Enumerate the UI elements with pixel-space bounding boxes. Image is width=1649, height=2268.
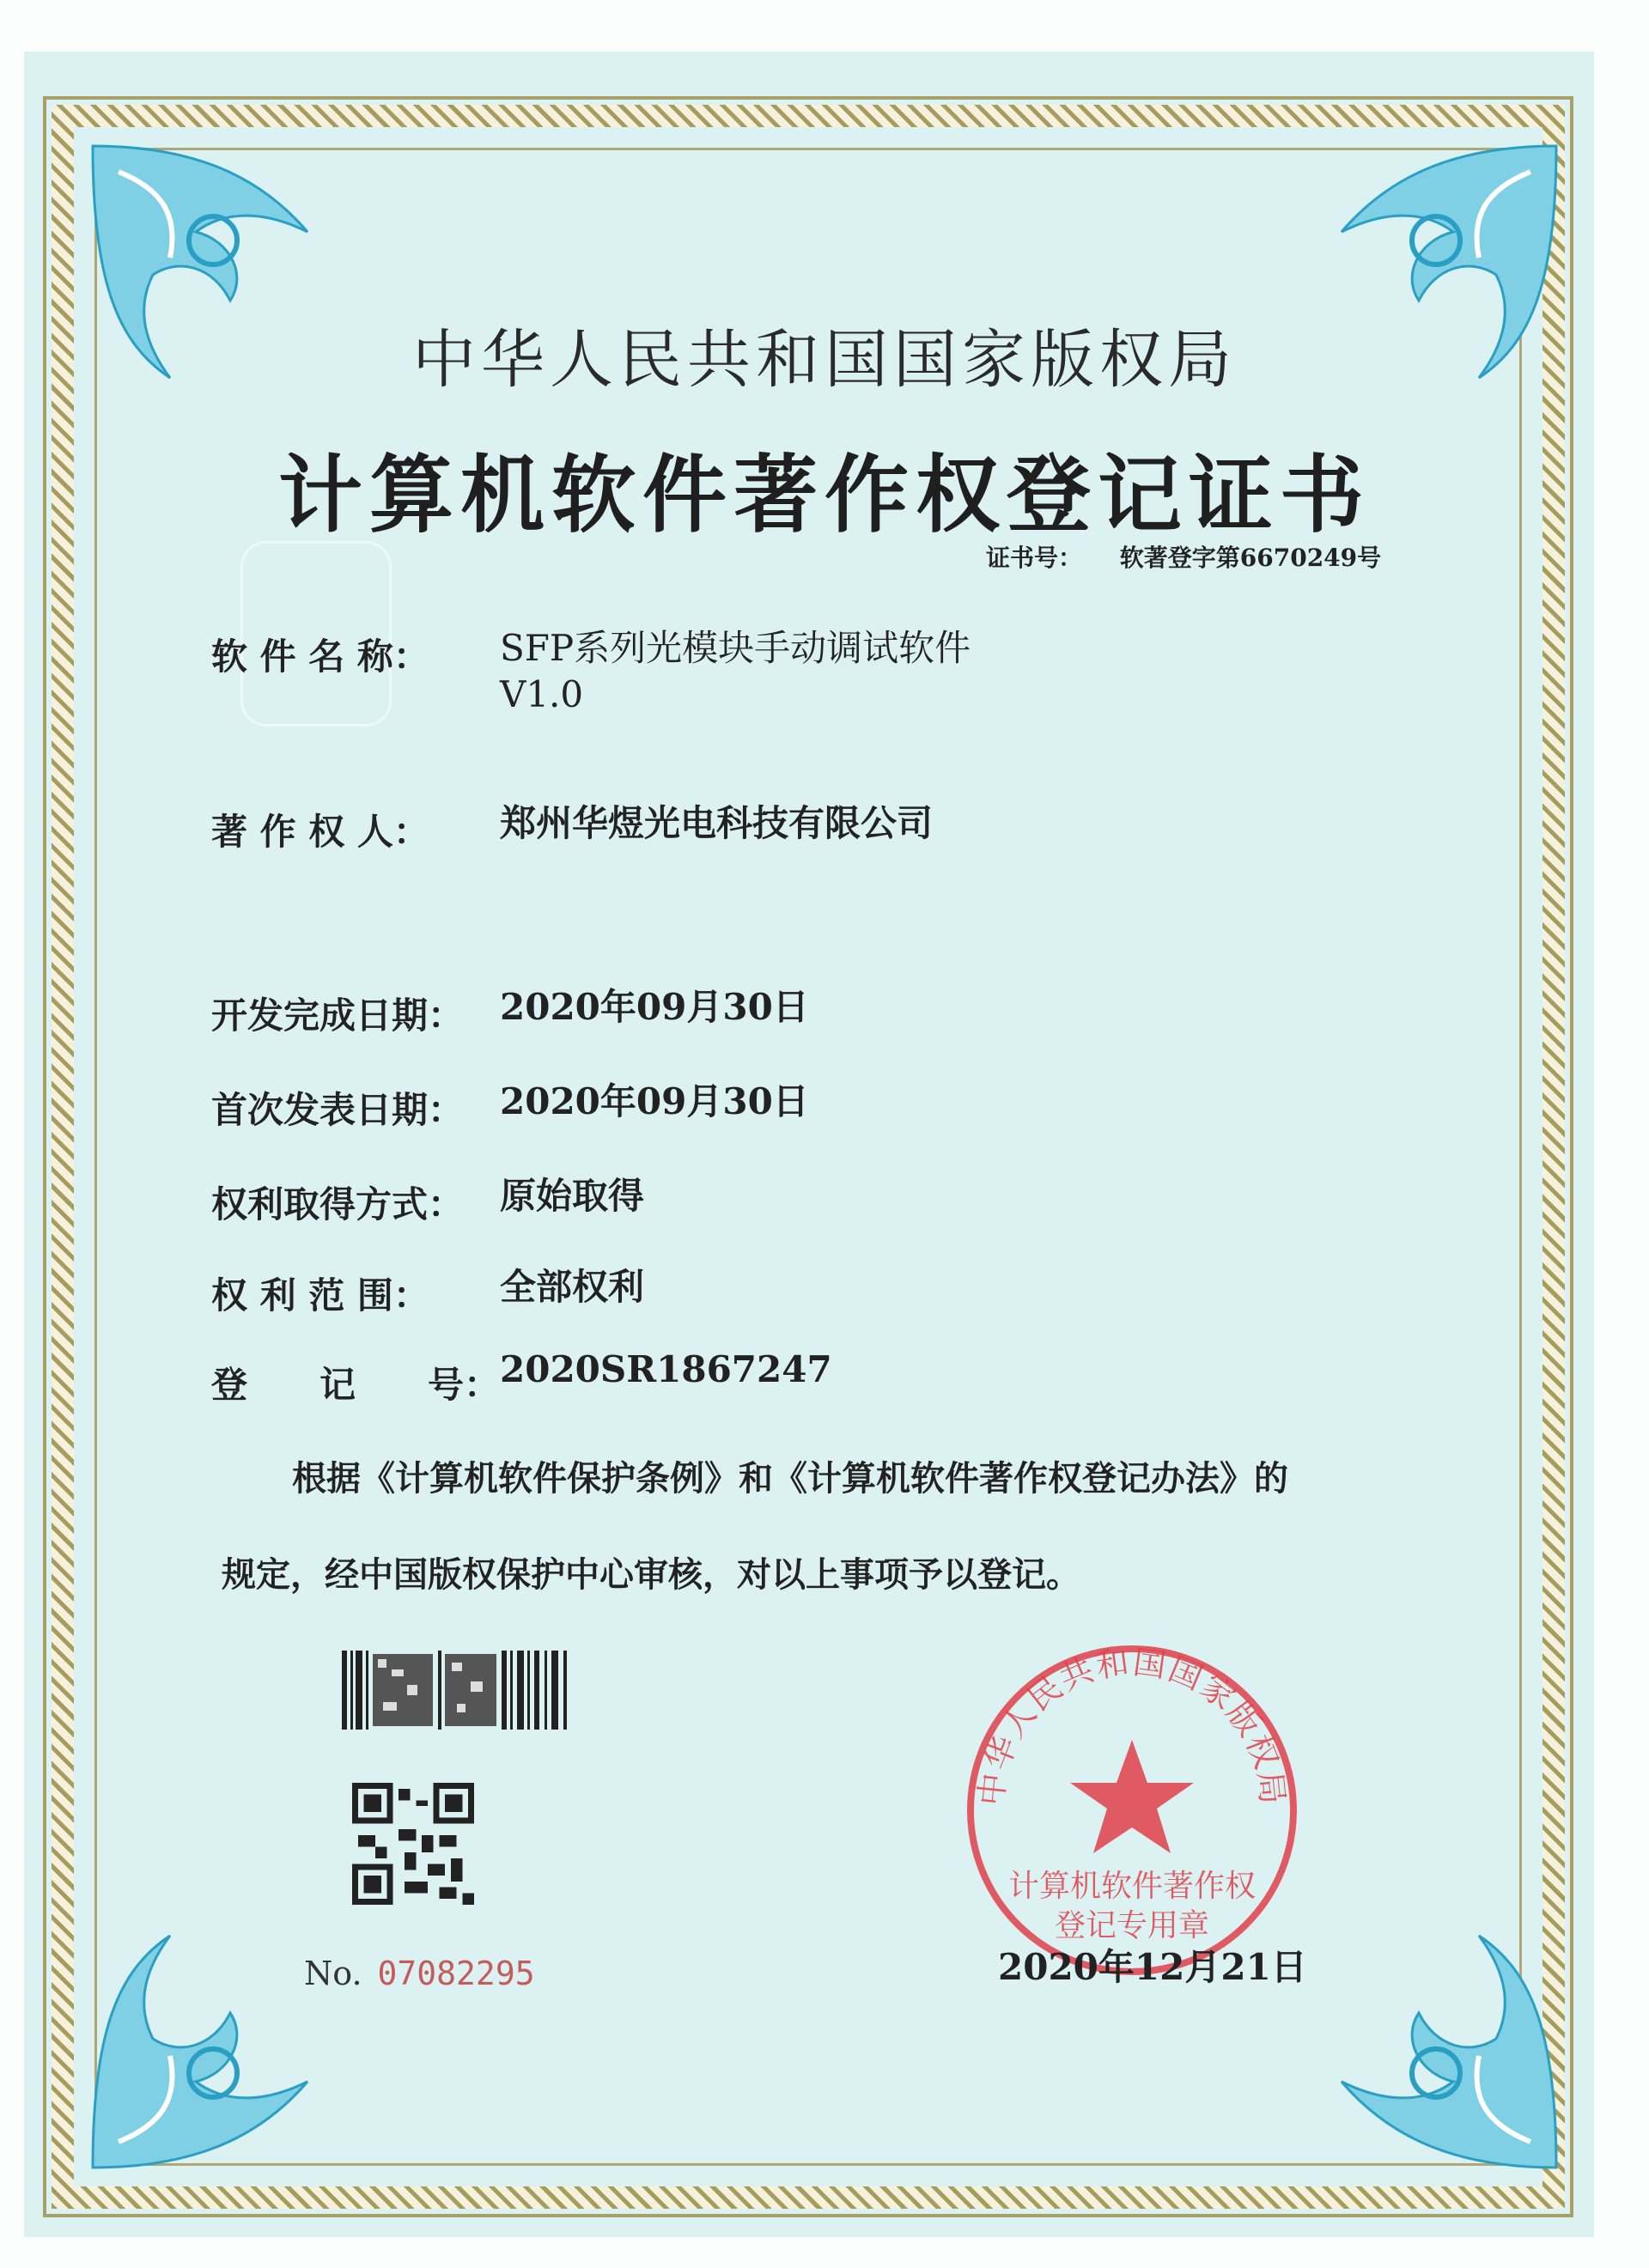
software-name-label: 软 件 名 称： [211,635,429,678]
pub-date-value: 2020年09月30日 [500,1080,809,1122]
corner-ornament-bottom-left [84,1918,342,2176]
seal-line1: 计算机软件著作权 [1007,1869,1257,1904]
serial-number-value: 07082295 [377,1955,535,1992]
registration-number-label: 登 记 号： [211,1364,501,1406]
official-seal [960,1639,1304,1982]
statement-line1: 根据《计算机软件保护条例》和《计算机软件著作权登记办法》的 [292,1458,1288,1499]
issuing-authority: 中华人民共和国国家版权局 [412,323,1237,397]
software-name-line1: SFP系列光模块手动调试软件 [500,627,971,669]
registration-number-value: 2020SR1867247 [500,1348,832,1390]
seal-outer-text: 中华人民共和国国家版权局 [971,1643,1293,1808]
owner-label: 著 作 权 人： [211,811,429,853]
serial-number [304,1955,535,1992]
acquire-method-label: 权利取得方式： [211,1183,465,1225]
dev-date-label: 开发完成日期： [211,994,465,1037]
statement-line2: 规定，经中国版权保护中心审核，对以上事项予以登记。 [222,1554,1080,1595]
qr-code [352,1783,474,1905]
corner-ornament-bottom-right [1307,1918,1565,2176]
owner-value: 郑州华煜光电科技有限公司 [500,802,934,844]
certificate-number-label: 证书号： [986,544,1083,572]
certificate-title: 计算机软件著作权登记证书 [277,446,1371,544]
star-icon [1070,1740,1194,1853]
barcode [342,1651,572,1730]
rights-scope-label: 权 利 范 围： [211,1274,429,1316]
certificate-number-value: 软著登字第6670249号 [1119,544,1382,572]
acquire-method-value: 原始取得 [500,1175,645,1217]
seal-line2: 登记专用章 [1054,1908,1210,1943]
serial-prefix: No. [304,1955,362,1992]
rights-scope-value: 全部权利 [500,1266,645,1308]
pub-date-label: 首次发表日期： [211,1089,465,1131]
certificate-number [986,539,1381,574]
software-name-line2: V1.0 [500,673,584,715]
dev-date-value: 2020年09月30日 [500,986,809,1028]
issue-date: 2020年12月21日 [998,1946,1307,1988]
